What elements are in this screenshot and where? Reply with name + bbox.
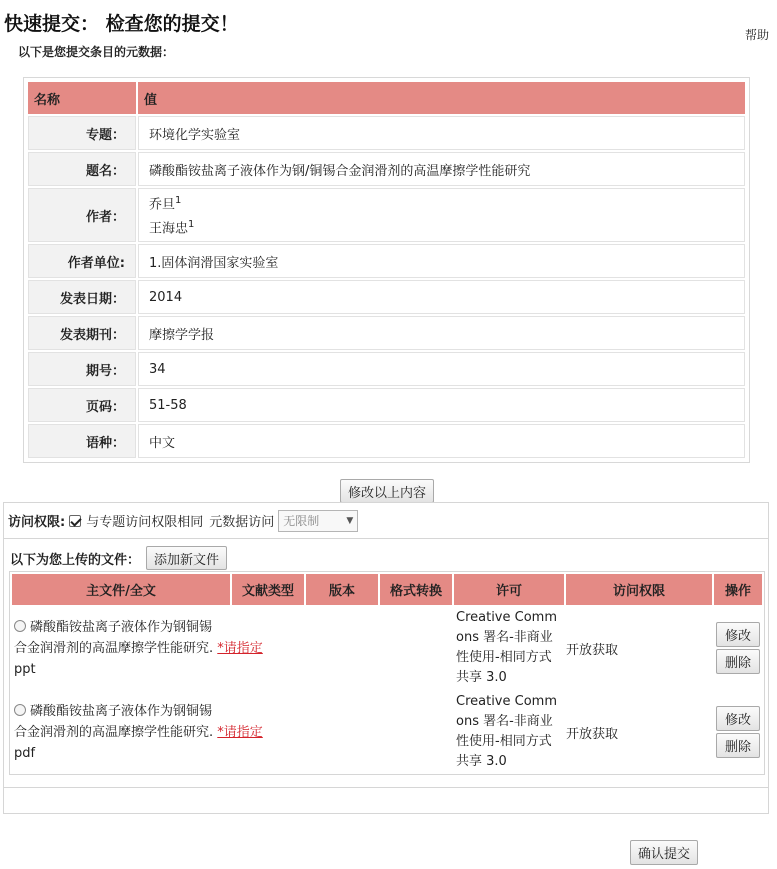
column-header-license: 许可	[454, 574, 564, 605]
file-name	[12, 701, 452, 764]
files-table	[10, 572, 764, 775]
license-cell	[454, 691, 564, 773]
table-row	[28, 388, 745, 422]
table-row	[28, 316, 745, 350]
field-label-subject: 专题：	[28, 116, 136, 150]
field-label-pages: 页码：	[28, 388, 136, 422]
field-value-affiliation: 1.固体润滑国家实验室	[138, 244, 745, 278]
specify-type-link[interactable]: *请指定	[217, 640, 263, 656]
license-line: 共享 3.0	[456, 670, 507, 685]
file-cell	[12, 607, 452, 689]
access-rights-row	[3, 502, 769, 538]
file-primary-radio[interactable]	[14, 704, 26, 716]
files-header	[10, 546, 227, 570]
author-entry	[149, 215, 734, 239]
metadata-subtitle: 以下是您提交条目的元数据：	[18, 45, 175, 59]
files-heading: 以下为您上传的文件：	[10, 552, 141, 568]
field-value-language: 中文	[138, 424, 745, 458]
column-header-access: 访问权限	[566, 574, 712, 605]
specify-type-link[interactable]: *请指定	[217, 724, 263, 740]
files-table-frame	[9, 571, 765, 775]
table-row	[28, 424, 745, 458]
author-affiliation-mark: 1	[188, 219, 195, 230]
column-header-name: 名称	[28, 82, 136, 114]
confirm-submit-button[interactable]: 确认提交	[630, 840, 698, 865]
file-cell	[12, 691, 452, 773]
table-row	[28, 116, 745, 150]
license-text	[454, 692, 564, 772]
metadata-panel	[23, 77, 750, 463]
field-value-issue: 34	[138, 352, 745, 386]
edit-file-button[interactable]: 修改	[716, 622, 760, 647]
field-value-title: 磷酸酯铵盐离子液体作为钢/铜锡合金润滑剂的高温摩擦学性能研究	[138, 152, 745, 186]
column-header-value: 值	[138, 82, 745, 114]
edit-file-button[interactable]: 修改	[716, 706, 760, 731]
license-line: 性使用-相同方式	[456, 650, 552, 665]
file-actions	[714, 691, 762, 773]
license-line: 性使用-相同方式	[456, 734, 552, 749]
metadata-table	[26, 80, 747, 460]
column-header-version: 版本	[306, 574, 378, 605]
column-header-main-file: 主文件/全文	[12, 574, 230, 605]
field-label-journal: 发表期刊：	[28, 316, 136, 350]
field-value-journal: 摩擦学学报	[138, 316, 745, 350]
field-label-date: 发表日期：	[28, 280, 136, 314]
modify-metadata-button[interactable]: 修改以上内容	[340, 479, 434, 503]
column-header-actions: 操作	[714, 574, 762, 605]
license-line: Creative Comm	[456, 694, 557, 709]
field-label-affiliation: 作者单位:	[28, 244, 136, 278]
delete-file-button[interactable]: 删除	[716, 649, 760, 674]
metadata-access-label: 元数据访问	[209, 515, 275, 530]
delete-file-button[interactable]: 删除	[716, 733, 760, 758]
file-extension: ppt	[14, 661, 36, 677]
file-name	[12, 617, 452, 680]
empty-panel	[3, 788, 769, 814]
file-access-value: 开放获取	[566, 726, 619, 742]
page-title: 快速提交： 检查您的提交！	[4, 13, 239, 35]
metadata-access-value: 无限制	[283, 514, 320, 528]
author-name: 王海忠	[149, 221, 189, 237]
license-text	[454, 608, 564, 688]
same-as-subject-checkbox[interactable]	[69, 515, 81, 527]
field-value-authors	[138, 188, 745, 242]
license-line: 共享 3.0	[456, 754, 507, 769]
table-row	[28, 244, 745, 278]
license-line: ons 署名-非商业	[456, 714, 553, 729]
author-affiliation-mark: 1	[175, 194, 182, 206]
file-name-line: 磷酸酯铵盐离子液体作为钢铜锡	[30, 619, 213, 635]
field-label-title: 题名：	[28, 152, 136, 186]
field-label-issue: 期号：	[28, 352, 136, 386]
same-as-subject-label: 与专题访问权限相同	[86, 515, 204, 530]
table-row	[28, 280, 745, 314]
license-cell	[454, 607, 564, 689]
field-value-date: 2014	[138, 280, 745, 314]
file-primary-radio[interactable]	[14, 620, 26, 632]
field-label-language: 语种：	[28, 424, 136, 458]
access-rights-label: 访问权限:	[8, 515, 66, 530]
table-row	[12, 607, 762, 689]
author-name: 乔旦	[149, 197, 176, 212]
help-link[interactable]: 帮助	[744, 28, 769, 42]
author-entry	[149, 191, 734, 215]
file-name-line: 合金润滑剂的高温摩擦学性能研究.	[14, 640, 214, 656]
license-line: Creative Comm	[456, 610, 557, 625]
file-access-value: 开放获取	[566, 642, 619, 658]
table-row	[28, 152, 745, 186]
table-row	[28, 188, 745, 242]
column-header-format: 格式转换	[380, 574, 452, 605]
table-row	[28, 352, 745, 386]
metadata-access-select[interactable]	[278, 510, 358, 532]
field-value-pages: 51-58	[138, 388, 745, 422]
add-file-button[interactable]: 添加新文件	[146, 546, 227, 570]
file-name-line: 磷酸酯铵盐离子液体作为钢铜锡	[30, 703, 213, 719]
license-line: ons 署名-非商业	[456, 630, 553, 645]
field-value-subject: 环境化学实验室	[138, 116, 745, 150]
chevron-down-icon: ▼	[346, 515, 354, 526]
column-header-doc-type: 文献类型	[232, 574, 304, 605]
file-name-line: 合金润滑剂的高温摩擦学性能研究.	[14, 724, 214, 740]
field-label-author: 作者：	[28, 188, 136, 242]
uploaded-files-panel	[3, 538, 769, 788]
table-row	[12, 691, 762, 773]
file-extension: pdf	[14, 745, 36, 761]
file-actions	[714, 607, 762, 689]
